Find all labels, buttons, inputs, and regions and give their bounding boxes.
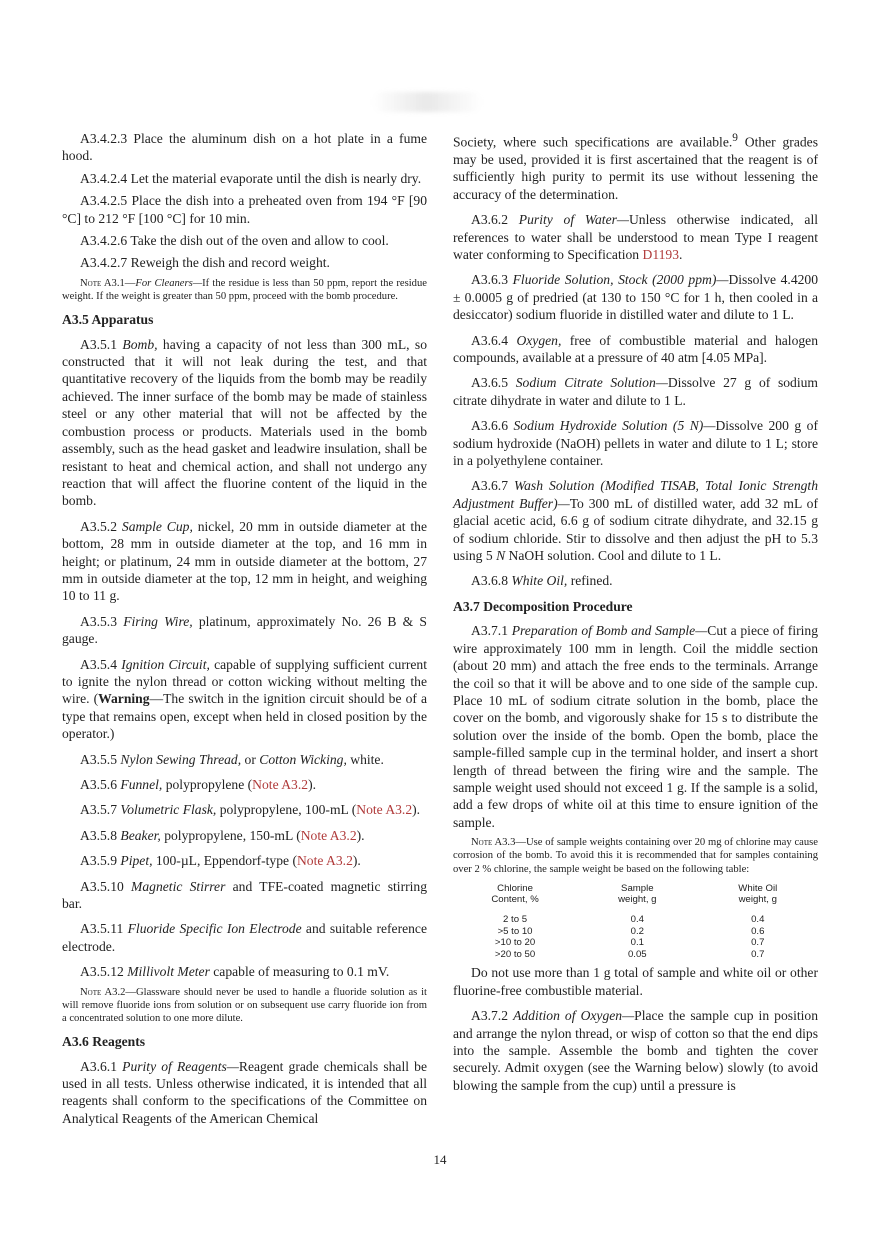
note-label: Note A3.2— — [80, 986, 136, 998]
table-cell: 0.6 — [751, 925, 765, 937]
paragraph-after-table: Do not use more than 1 g total of sample and white oil or other fluorine-free combustible material. — [453, 965, 818, 998]
item-title: Preparation of Bomb and Sample— — [511, 623, 708, 639]
note-text: If the residue is less than 50 ppm, report the residue weight. If the weight is greater than 50 ppm, proceed with the bomb procedure. — [62, 277, 427, 303]
paragraph-a3-6-3 — [453, 271, 818, 323]
item-title: Bomb, — [122, 336, 158, 352]
item-title: Cotton Wicking, — [259, 751, 347, 767]
item-text: NaOH solution. Cool and dilute to 1 L. — [505, 548, 722, 564]
note-a3-2 — [62, 986, 427, 1026]
item-title: Fluoride Specific Ion Electrode — [127, 921, 302, 937]
item-number: A3.5.1 — [80, 336, 123, 352]
paragraph-a3-5-7 — [62, 801, 427, 818]
item-title: Oxygen, — [516, 332, 562, 348]
item-text: Other grades may be used, provided it is first ascertained that the reagent is of sufficiently high purity to permit its use without lessening the accuracy of the determination. — [453, 134, 818, 202]
paragraph-a3-5-8 — [62, 827, 427, 844]
normality-symbol: N — [496, 548, 506, 564]
header-line: Chlorine — [497, 882, 533, 894]
item-text: . — [679, 246, 683, 262]
item-text: Place the sample cup in position and arrange the nylon thread, or wisp of cotton so that the end dips into the sample. Assemble the bomb and tighten the cover securely. Admit oxygen (see the Warning below) slowly (to avoid blowing the sample from the cup) until a pressure is — [453, 1008, 818, 1093]
page-number: 14 — [433, 1152, 447, 1167]
paragraph-a3-5-4 — [62, 656, 427, 743]
paragraph-a3-5-12 — [62, 963, 427, 980]
paragraph-a3-4-2-5: A3.4.2.5 Place the dish into a preheated oven from 194 °F [90 °C] to 212 °F [100 °C] for 10 min. — [62, 193, 427, 226]
item-text: white. — [346, 751, 384, 767]
sample-weight-table — [453, 883, 818, 961]
note-a3-1 — [62, 277, 427, 303]
note-label: Note A3.1— — [80, 277, 136, 289]
paragraph-a3-6-2 — [453, 211, 818, 263]
header-line: weight, g — [738, 894, 777, 906]
item-text: ). — [356, 827, 365, 843]
item-title: White Oil, — [511, 573, 568, 589]
item-number: A3.5.2 — [80, 518, 122, 534]
item-text: having a capacity of not less than 300 mL, so constructed that it will not leak during the test, and that quantitative recovery of the liquids from the bomb may be readily achieved. The inner surface of the bomb may be made of stainless steel or any other material that will not be affected by the combustion process or products. Materials used in the bomb assembly, such as the head gasket and leadwire insulation, shall be resistant to heat and chemical action, and shall not undergo any reaction that will affect the fluorine content of the liquid in the bomb. — [62, 336, 427, 509]
paragraph-a3-5-11 — [62, 920, 427, 955]
table-row — [453, 911, 818, 926]
table-cell: 0.7 — [751, 948, 765, 960]
item-text: Society, where such specifications are available. — [453, 134, 733, 150]
item-number: A3.5.12 — [80, 964, 128, 980]
item-number: A3.6.6 — [471, 418, 514, 434]
item-text: Cut a piece of firing wire approximately 100 mm in length. Coil the middle section (about 20 mm) and attach the free ends to the terminals. Arrange the coil so that it will be above and to one side of the sample cup. Place 10 mL of sodium citrate solution in the bomb, place the cover on the bomb, and vigorously shake for 15 s to distribute the solution over the inside of the bomb. Open the bomb, place the sample-filled sample cup in the terminal holder, and insert a short length of thread between the firing wire and the sample. The sample weight used should not exceed 1 g. If the sample is a solid, add a few drops of white oil at this time to ensure ignition of the sample. — [453, 623, 819, 830]
item-text: nickel, 20 mm in outside diameter at the bottom, 28 mm in outside diameter at the top, and 16 mm in height; or platinum, 24 mm in outside diameter at the bottom, 27 mm in outside diameter at the top, 12 mm in height, and weighing 10 to 11 g. — [62, 518, 427, 604]
table-header-sample — [577, 883, 697, 911]
item-text: and TFE-coated magnetic stirring bar. — [62, 878, 428, 912]
item-text: polypropylene ( — [162, 777, 253, 792]
table-cell: >5 to 10 — [497, 925, 533, 937]
paragraph-a3-5-5 — [62, 751, 427, 768]
paragraph-a3-6-5 — [453, 374, 818, 409]
item-text: capable of supplying sufficient current to ignite the nylon thread or cotton wicking without melting the wire. ( — [62, 656, 427, 707]
paragraph-a3-6-1 — [62, 1058, 427, 1128]
warning-label: Warning — [98, 691, 150, 707]
item-text: ). — [352, 853, 361, 869]
header-line: Sample — [621, 882, 654, 894]
table-cell: 0.2 — [630, 925, 644, 937]
table-cell: 0.4 — [630, 913, 644, 925]
item-number: A3.5.3 — [80, 613, 124, 629]
item-text: 100-µL, Eppendorf-type ( — [152, 853, 297, 869]
item-number: A3.5.11 — [80, 921, 128, 937]
paragraph-a3-5-1 — [62, 336, 427, 510]
item-title: Fluoride Solution, Stock (2000 ppm)— — [512, 272, 729, 288]
section-heading-apparatus: A3.5 Apparatus — [62, 312, 154, 328]
table-cell: >10 to 20 — [494, 937, 536, 949]
paragraph-a3-4-2-4: A3.4.2.4 Let the material evaporate until the dish is nearly dry. — [80, 170, 422, 186]
item-text: free of combustible material and halogen compounds, available at a pressure of 40 atm [4.05 MPa]. — [453, 332, 818, 365]
paragraph-a3-7-1 — [453, 622, 818, 831]
item-number: A3.5.7 — [80, 802, 121, 818]
item-text: polypropylene, 100-mL ( — [216, 802, 357, 818]
footnote-ref: 9 — [732, 132, 738, 144]
item-title: Beaker, — [120, 827, 161, 843]
header-line: White Oil — [738, 882, 778, 894]
paragraph-a3-6-8 — [453, 572, 818, 589]
paragraph-a3-5-9 — [62, 852, 427, 869]
paragraph-a3-4-2-6: A3.4.2.6 Take the dish out of the oven and allow to cool. — [80, 233, 389, 249]
note-link[interactable]: Note A3.2 — [296, 853, 353, 869]
item-number: A3.5.8 — [80, 827, 121, 843]
item-text: and suitable reference electrode. — [62, 921, 427, 954]
item-number: A3.7.1 — [471, 623, 512, 639]
paragraph-a3-6-6 — [453, 417, 818, 469]
item-text: Unless otherwise indicated, all references to water shall be understood to mean Type I reagent water conforming to Specification — [453, 212, 818, 262]
item-number: A3.6.8 — [471, 573, 512, 589]
item-number: A3.5.9 — [80, 853, 121, 869]
item-number: A3.7.2 — [471, 1008, 514, 1024]
item-text: Dissolve 27 g of sodium citrate dihydrate in water and dilute to 1 L. — [453, 375, 819, 408]
item-text: polypropylene, 150-mL ( — [160, 827, 301, 843]
section-heading-reagents: A3.6 Reagents — [62, 1034, 146, 1050]
left-column — [62, 130, 427, 1132]
item-number: A3.5.6 — [80, 777, 121, 792]
paragraph-a3-7-2 — [453, 1007, 818, 1094]
item-text: To 300 mL of distilled water, add 32 mL of glacial acetic acid, 6.6 g of sodium citrate dihydrate, and 32.15 g of sodium chloride. Stir to dissolve and then adjust the pH to 5.3 using 5 — [453, 495, 818, 564]
table-header-row — [453, 883, 818, 911]
item-number: A3.5.4 — [80, 656, 122, 672]
item-title: Nylon Sewing Thread, — [120, 751, 242, 767]
specification-link[interactable]: D1193 — [642, 246, 679, 262]
item-title: Funnel, — [120, 777, 163, 792]
table-cell: 0.1 — [630, 937, 644, 949]
item-text: —The switch in the ignition circuit should be of a type that remains open, except when held in closed position by the operator.) — [62, 691, 427, 742]
item-text: Dissolve 4.4200 ± 0.0005 g of predried (at 130 to 150 °C for 1 h, then cooled in a desiccator) sodium fluoride in distilled water and dilute to 1 L. — [453, 272, 819, 323]
item-text: ). — [308, 777, 316, 792]
item-number: A3.6.5 — [471, 375, 516, 391]
item-title: Ignition Circuit, — [121, 656, 210, 672]
table-header-white-oil — [698, 883, 818, 911]
item-text: ). — [412, 802, 421, 818]
item-number: A3.6.7 — [471, 478, 515, 494]
paragraph-a3-4-2-7: A3.4.2.7 Reweigh the dish and record weight. — [80, 255, 330, 271]
item-title: Firing Wire, — [123, 613, 193, 629]
table-header-chlorine — [453, 883, 577, 911]
table-cell: 0.05 — [627, 948, 647, 960]
item-title: Millivolt Meter — [127, 964, 210, 980]
item-number: A3.6.4 — [471, 332, 517, 348]
table-row — [453, 949, 818, 961]
item-title: Addition of Oxygen— — [513, 1008, 635, 1024]
note-text: Use of sample weights containing over 20 mg of chlorine may cause corrosion of the bomb. To avoid this it is recommended that for samples containing over 2 % chlorine, the sample weight be based on the following table: — [453, 837, 818, 875]
paragraph-a3-4-2-3: A3.4.2.3 Place the aluminum dish on a hot plate in a fume hood. — [62, 131, 427, 164]
table-cell: 0.7 — [751, 937, 765, 949]
item-title: Purity of Water— — [518, 212, 629, 228]
item-title: Sodium Citrate Solution— — [515, 375, 668, 391]
item-title: Purity of Reagents— — [122, 1058, 239, 1074]
paragraph-a3-5-3 — [62, 613, 427, 648]
item-title: Sodium Hydroxide Solution (5 N)— — [513, 418, 716, 434]
paragraph-a3-5-6 — [62, 776, 427, 793]
item-text: platinum, approximately No. 26 B & S gauge. — [62, 613, 427, 647]
paragraph-a3-6-7 — [453, 477, 818, 564]
item-number: A3.6.2 — [471, 212, 519, 228]
item-text: Reagent grade chemicals shall be used in all tests. Unless otherwise indicated, it is intended that all reagents shall conform to the specifications of the Committee on Analytical Reagents of the American Chemical — [62, 1058, 427, 1126]
table-cell: 2 to 5 — [503, 913, 528, 925]
item-text: refined. — [567, 573, 613, 589]
watermark — [372, 92, 482, 112]
table-cell: >20 to 50 — [494, 948, 536, 960]
item-number: A3.6.1 — [80, 1058, 123, 1074]
item-number: A3.5.5 — [80, 751, 121, 767]
table-cell: 0.4 — [751, 913, 765, 925]
header-line: Content, % — [491, 894, 539, 906]
paragraph-a3-6-4 — [453, 332, 818, 367]
table-row — [453, 937, 818, 949]
item-title: Wash Solution (Modified TISAB, Total Ionic Strength Adjustment Buffer)— — [453, 478, 818, 511]
paragraph-a3-5-2 — [62, 518, 427, 605]
paragraph-a3-6-1-continued — [453, 130, 818, 203]
item-title: Sample Cup, — [121, 518, 193, 534]
item-title: Volumetric Flask, — [120, 802, 217, 818]
right-column — [453, 130, 818, 1099]
table-row — [453, 926, 818, 938]
note-link[interactable]: Note A3.2 — [356, 802, 413, 818]
note-a3-3 — [453, 836, 818, 876]
note-title: For Cleaners— — [135, 277, 203, 289]
paragraph-a3-5-10 — [62, 878, 427, 913]
item-number: A3.5.10 — [80, 878, 132, 894]
item-title: Pipet, — [120, 853, 153, 869]
note-text: Glassware should never be used to handle a fluoride solution as it will remove fluoride ions from solution or on subsequent use carry fluoride ion from a concentrated solution to one more dilute. — [62, 986, 427, 1025]
item-title: Magnetic Stirrer — [131, 878, 226, 894]
note-link[interactable]: Note A3.2 — [300, 827, 357, 843]
item-text: or — [241, 751, 260, 767]
section-heading-decomposition: A3.7 Decomposition Procedure — [453, 598, 633, 614]
note-link[interactable]: Note A3.2 — [252, 777, 309, 792]
item-text: Dissolve 200 g of sodium hydroxide (NaOH) pellets in water and dilute to 1 L; store in a polyethylene container. — [453, 418, 818, 469]
item-text: capable of measuring to 0.1 mV. — [209, 964, 390, 980]
header-line: weight, g — [618, 894, 657, 906]
item-number: A3.6.3 — [471, 272, 513, 288]
note-label: Note A3.3— — [471, 837, 526, 849]
